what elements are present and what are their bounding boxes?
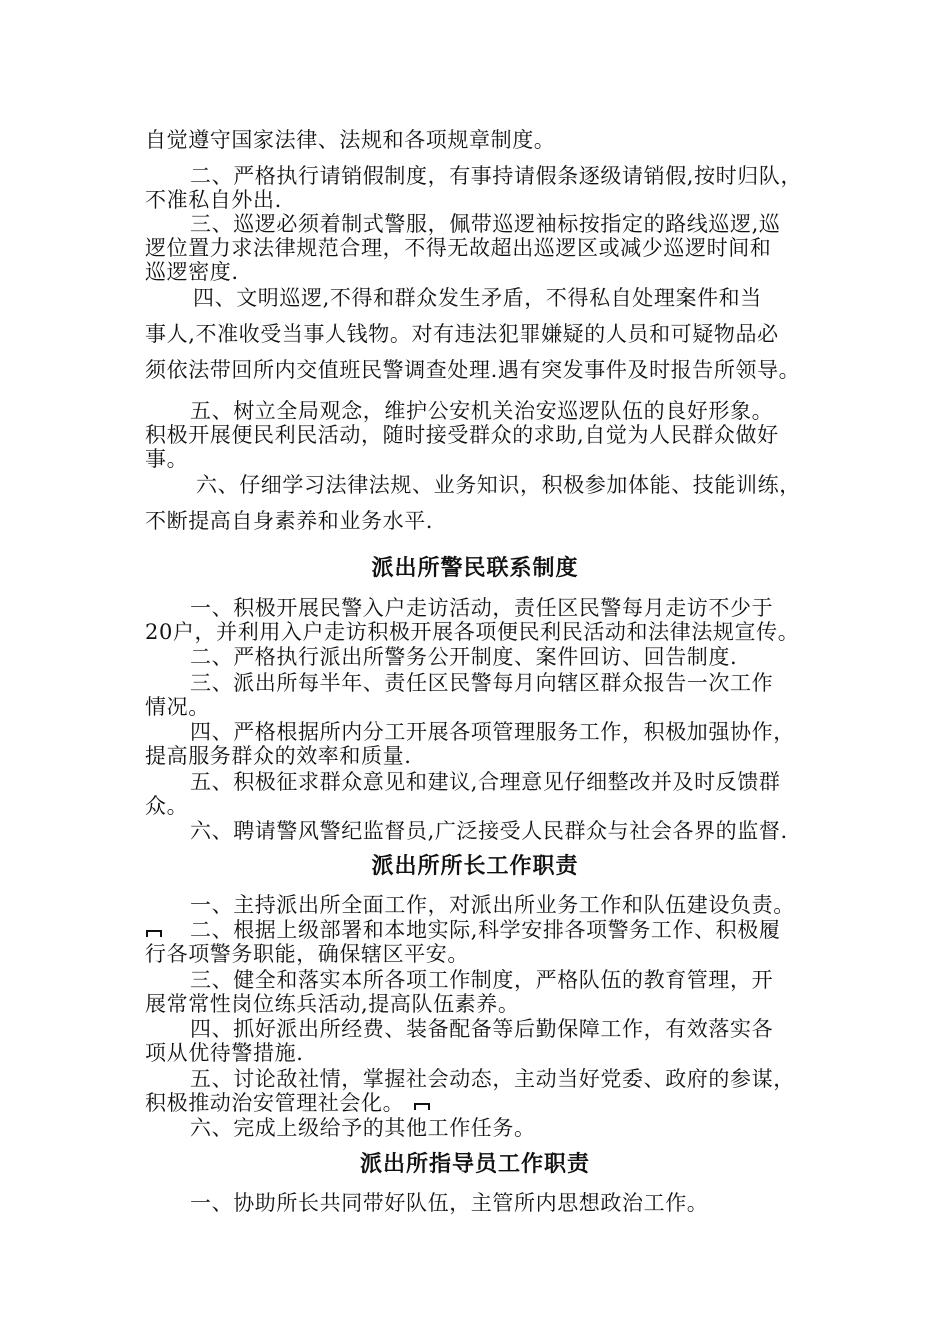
paragraph-line: 五、树立全局观念，维护公安机关治安巡逻队伍的良好形象。 <box>190 399 774 423</box>
paragraph-line: 须依法带回所内交值班民警调查处理.遇有突发事件及时报告所领导。 <box>145 358 801 382</box>
paragraph-line: 二、根据上级部署和本地实际,科学安排各项警务工作、积极履 <box>190 918 781 942</box>
paragraph-line: 五、讨论敌社情，掌握社会动态，主动当好党委、政府的参谋， <box>190 1067 795 1091</box>
paragraph-line: 巡逻密度. <box>145 260 239 284</box>
paragraph-line: 逻位置力求法律规范合理，不得无故超出巡逻区或减少巡逻时间和 <box>145 236 772 260</box>
section-title: 派出所警民联系制度 <box>371 556 579 581</box>
paragraph-line: 六、完成上级给予的其他工作任务。 <box>190 1116 536 1140</box>
paragraph-line: 不断提高自身素养和业务水平. <box>145 509 434 533</box>
paragraph-line: 一、主持派出所全面工作，对派出所业务工作和队伍建设负责。 <box>190 893 795 917</box>
paragraph-line: 六、仔细学习法律法规、业务知识，积极参加体能、技能训练， <box>196 473 801 497</box>
paragraph-line: 四、严格根据所内分工开展各项管理服务工作，积极加强协作， <box>190 720 795 744</box>
paragraph-line: 四、抓好派出所经费、装备配备等后勤保障工作，有效落实各 <box>190 1017 774 1041</box>
paragraph-line: 事。 <box>145 447 189 471</box>
paragraph-line: 一、协助所长共同带好队伍，主管所内思想政治工作。 <box>190 1191 709 1215</box>
paragraph-line: 自觉遵守国家法律、法规和各项规章制度。 <box>145 128 556 152</box>
paragraph-line: 情况。 <box>145 695 210 719</box>
paragraph-line: 三、健全和落实本所各项工作制度，严格队伍的教育管理，开 <box>190 968 774 992</box>
paragraph-line: 事人,不准收受当事人钱物。对有违法犯罪嫌疑的人员和可疑物品必 <box>145 322 779 346</box>
paragraph-line: 一、积极开展民警入户走访活动，责任区民警每月走访不少于 <box>190 596 774 620</box>
bracket-mark-icon <box>146 929 162 938</box>
paragraph-line: 展常常性岗位练兵活动,提高队伍素养。 <box>145 992 520 1016</box>
paragraph-line: 众。 <box>145 794 189 818</box>
paragraph-line: 不准私自外出. <box>145 188 282 212</box>
paragraph-line: 二、严格执行请销假制度，有事持请假条逐级请销假,按时归队， <box>190 164 803 188</box>
paragraph-line: 20户，并利用入户走访积极开展各项便民利民活动和法律法规宣传。 <box>145 620 800 644</box>
paragraph-line: 五、积极征求群众意见和建议,合理意见仔细整改并及时反馈群 <box>190 770 781 794</box>
bracket-mark-icon <box>414 1102 430 1111</box>
paragraph-line: 二、严格执行派出所警务公开制度、案件回访、回告制度. <box>190 645 738 669</box>
paragraph-line: 三、派出所每半年、责任区民警每月向辖区群众报告一次工作 <box>190 671 774 695</box>
paragraph-line: 六、聘请警风警纪监督员,广泛接受人民群众与社会各界的监督. <box>190 819 788 843</box>
paragraph-line: 积极开展便民利民活动，随时接受群众的求助,自觉为人民群众做好 <box>145 423 779 447</box>
paragraph-line: 项从优待警措施. <box>145 1041 304 1065</box>
paragraph-line: 提高服务群众的效率和质量. <box>145 744 412 768</box>
section-title: 派出所指导员工作职责 <box>359 1152 590 1177</box>
paragraph-line: 行各项警务职能，确保辖区平安。 <box>145 942 469 966</box>
paragraph-line: 三、巡逻必须着制式警服，佩带巡逻袖标按指定的路线巡逻,巡 <box>190 212 781 236</box>
paragraph-line: 积极推动治安管理社会化。 <box>145 1091 405 1115</box>
section-title: 派出所所长工作职责 <box>371 854 579 879</box>
paragraph-line: 四、文明巡逻,不得和群众发生矛盾，不得私自处理案件和当 <box>193 286 762 310</box>
